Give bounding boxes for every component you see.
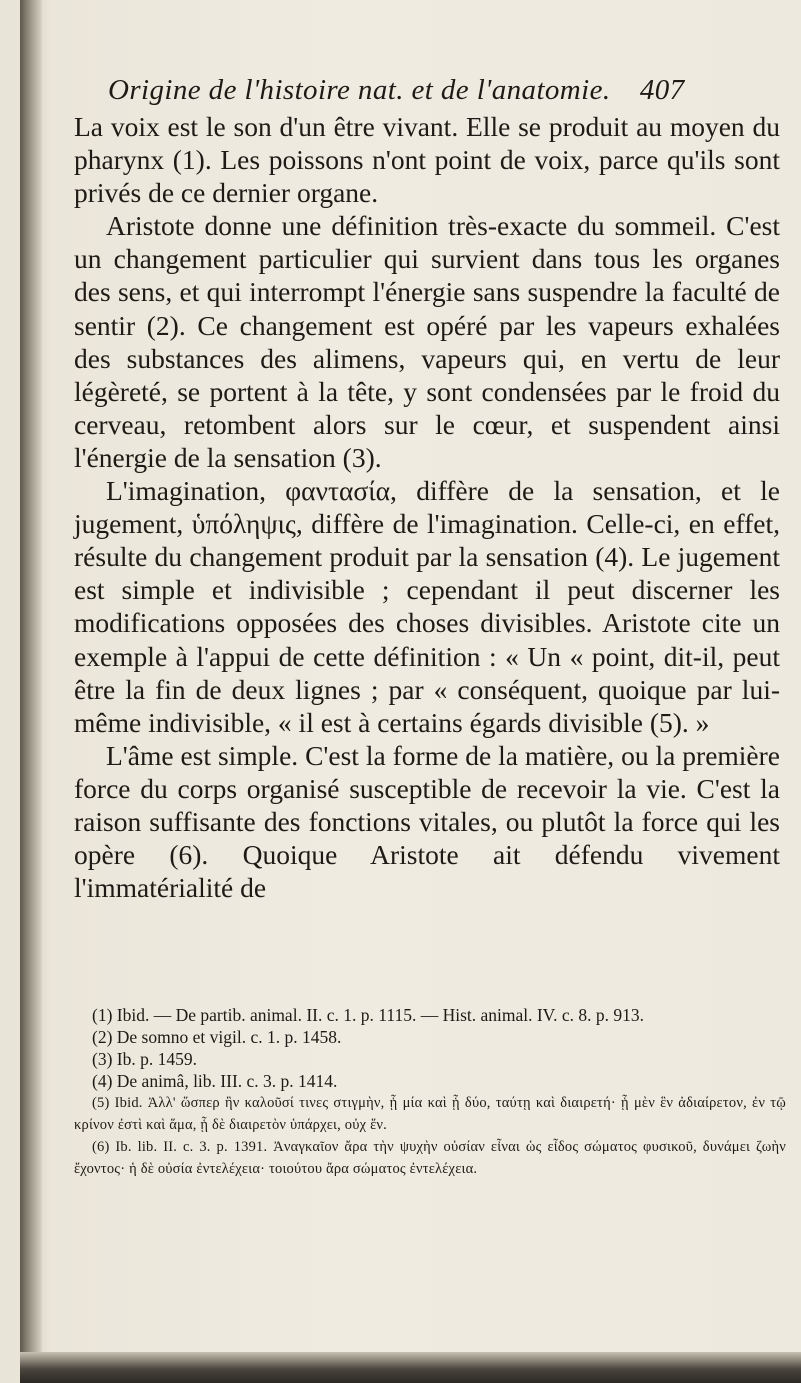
main-text [74, 110, 780, 904]
page-bottom-edge [20, 1352, 801, 1383]
paragraph-sleep: Aristote donne une définition très-exacte du sommeil. C'est un changement particulier qui survient dans tous les organes des sens, et qui interrompt l'énergie sans suspendre la faculté de sentir (2). Ce changement est opéré par les vapeurs exhalées des substances des alimens, vapeurs qui, en vertu de leur légèreté, se portent à la tête, y sont condensées par le froid du cerveau, retombent alors sur le cœur, et suspendent ainsi l'énergie de la sensation (3). [74, 210, 780, 473]
footnote-5: (5) Ibid. Ἀλλ' ὥσπερ ἣν καλοῦσί τινες στιγμὴν, ᾗ μία καὶ ᾗ δύο, ταύτῃ καὶ διαιρετή· ᾗ μὲν ἓν ἀδιαίρετον, ἐν τῷ κρίνον ἐστὶ καὶ ἅμα, ᾗ δὲ διαιρετὸν ὑπάρχει, οὐχ ἕν. [74, 1095, 786, 1133]
running-title: Origine de l'histoire nat. et de l'anatomie. [108, 74, 611, 106]
footnote-1: (1) Ibid. — De partib. animal. II. c. 1. p. 1115. — Hist. animal. IV. c. 8. p. 913. [92, 1005, 644, 1025]
paragraph-soul: L'âme est simple. C'est la forme de la matière, ou la première force du corps organisé susceptible de recevoir la vie. C'est la raison suffisante des fonctions vitales, ou plutôt la force qui les opère (6). Quoique Aristote ait défendu vivement l'immatérialité de [74, 739, 780, 904]
book-page [20, 0, 801, 1383]
footnote-3: (3) Ib. p. 1459. [92, 1049, 197, 1069]
footnote-6: (6) Ib. lib. II. c. 3. p. 1391. Ἀναγκαῖον ἄρα τὴν ψυχὴν οὐσίαν εἶναι ὡς εἶδος σώματος φυσικοῦ, δυνάμει ζωὴν ἔχοντος· ἡ δὲ οὐσία ἐντελέχεια· τοιούτου ἄρα σώματος ἐντελέχεια. [74, 1139, 786, 1177]
paragraph-imagination: L'imagination, φαντασία, diffère de la sensation, et le jugement, ὑπόληψις, diffère de l'imagination. Celle-ci, en effet, résulte du changement produit par la sensation (4). Le jugement est simple et indivisible ; cependant il peut discerner les modifications opposées des choses divisibles. Aristote cite un exemple à l'appui de cette définition : « Un « point, dit-il, peut être la fin de deux lignes ; par « conséquent, quoique par lui-même indivisible, « il est à certains égards divisible (5). » [74, 475, 780, 738]
book-spine [20, 0, 42, 1383]
paragraph-voice: La voix est le son d'un être vivant. Elle se produit au moyen du pharynx (1). Les poissons n'ont point de voix, parce qu'ils sont privés de ce dernier organe. [74, 111, 780, 209]
page-number: 407 [639, 74, 685, 106]
footnote-2: (2) De somno et vigil. c. 1. p. 1458. [92, 1027, 342, 1047]
running-header [108, 74, 748, 107]
footnote-4: (4) De animâ, lib. III. c. 3. p. 1414. [92, 1071, 338, 1091]
footnotes [74, 1004, 786, 1180]
